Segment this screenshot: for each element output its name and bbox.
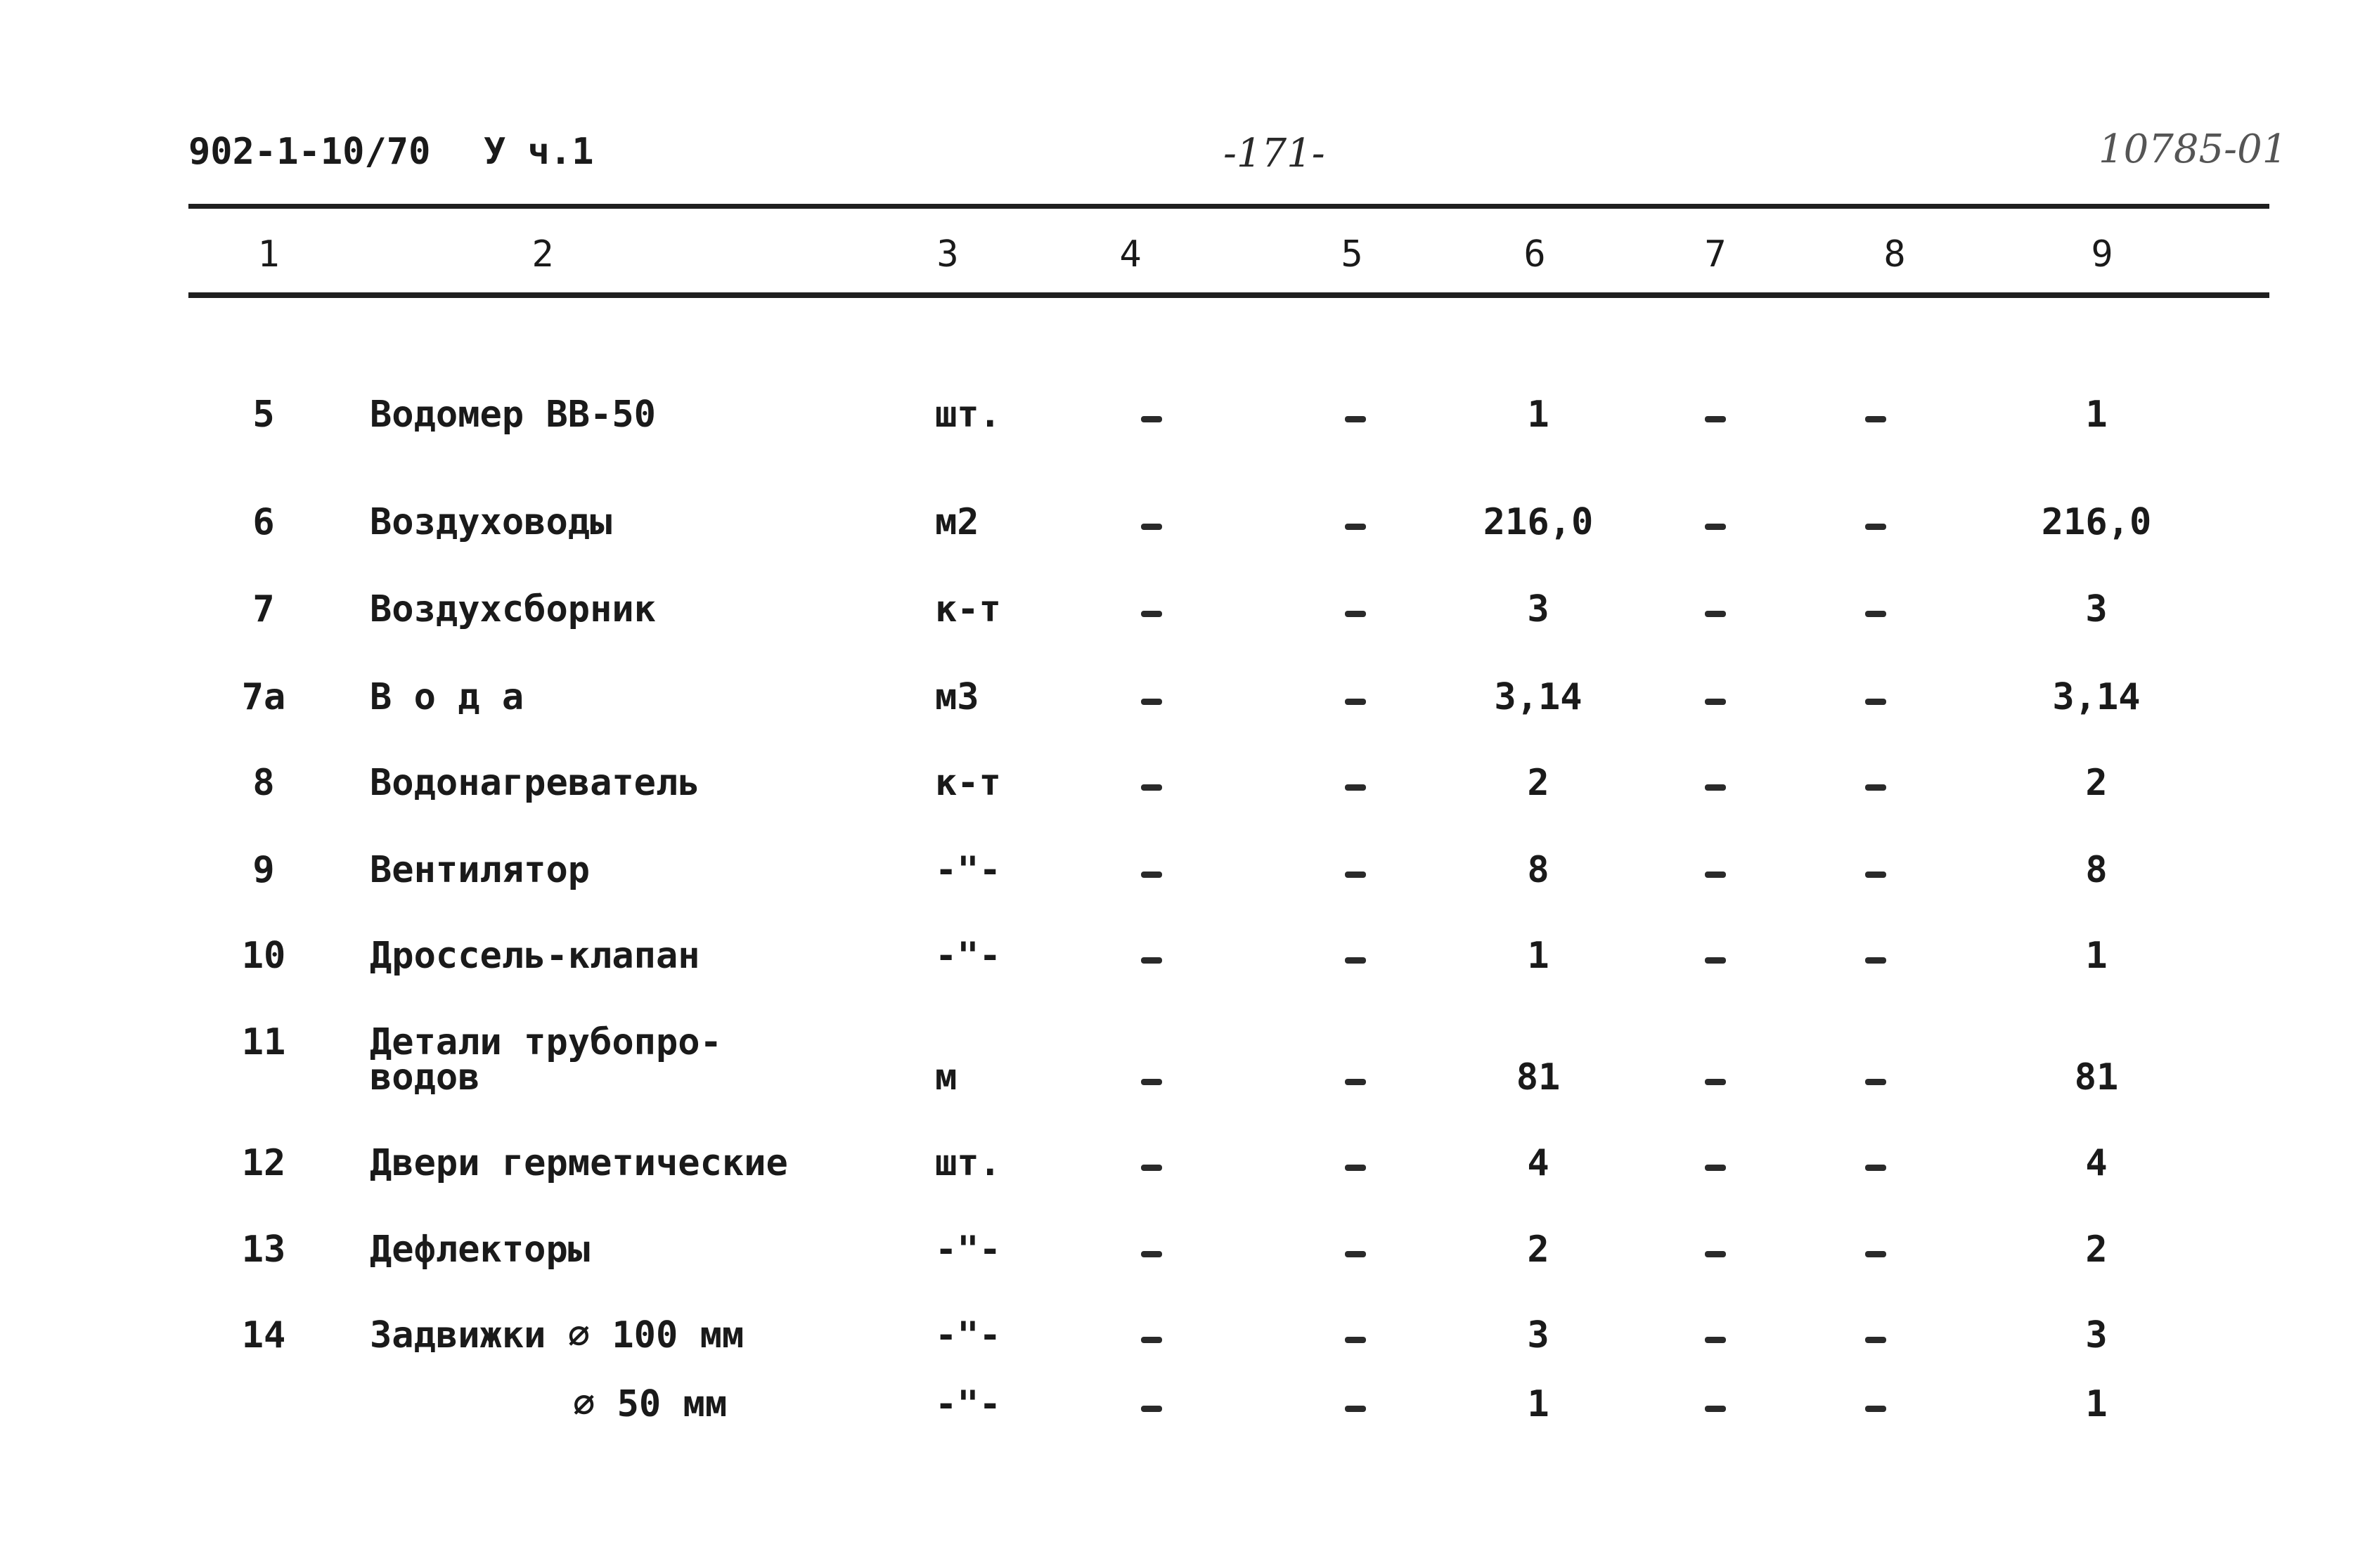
row-number: 7а: [241, 676, 286, 718]
dash-c8: [1865, 416, 1886, 422]
row-number: 9: [252, 849, 275, 891]
row-number: 14: [241, 1314, 286, 1356]
column-number-4: 4: [1119, 233, 1142, 276]
sheet-code: 10785-01: [2099, 127, 2288, 172]
value-c9: 216,0: [2041, 501, 2152, 543]
value-c6: 1: [1527, 935, 1549, 977]
unit: -"-: [935, 1383, 1001, 1425]
dash-c8: [1865, 1165, 1886, 1171]
dash-c7: [1705, 611, 1726, 617]
dash-c7: [1705, 699, 1726, 705]
dash-c5: [1345, 1337, 1366, 1343]
dash-c7: [1705, 872, 1726, 878]
unit: м: [935, 1056, 958, 1099]
dash-c5: [1345, 1079, 1366, 1085]
value-c9: 1: [2085, 394, 2108, 436]
dash-c8: [1865, 524, 1886, 530]
value-c9: 2: [2085, 762, 2108, 804]
dash-c7: [1705, 957, 1726, 964]
dash-c5: [1345, 416, 1366, 422]
dash-c8: [1865, 784, 1886, 791]
value-c9: 2: [2085, 1229, 2108, 1271]
dash-c4: [1141, 1165, 1162, 1171]
dash-c7: [1705, 1337, 1726, 1343]
column-number-6: 6: [1523, 233, 1546, 276]
dash-c5: [1345, 872, 1366, 878]
item-name: Дроссель-клапан: [370, 935, 700, 977]
dash-c4: [1141, 872, 1162, 878]
column-number-1: 1: [257, 233, 280, 276]
dash-c7: [1705, 784, 1726, 791]
unit: м2: [935, 501, 979, 543]
dash-c5: [1345, 1251, 1366, 1257]
value-c9: 3: [2085, 1314, 2108, 1356]
dash-c5: [1345, 611, 1366, 617]
dash-c7: [1705, 1079, 1726, 1085]
value-c6: 4: [1527, 1142, 1549, 1184]
value-c6: 3: [1527, 1314, 1549, 1356]
dash-c4: [1141, 1251, 1162, 1257]
dash-c4: [1141, 1079, 1162, 1085]
value-c9: 1: [2085, 1383, 2108, 1425]
dash-c7: [1705, 1251, 1726, 1257]
dash-c5: [1345, 524, 1366, 530]
unit: -"-: [935, 849, 1001, 891]
row-number: 6: [252, 501, 275, 543]
document-code: 902-1-10/70: [188, 131, 431, 173]
item-name: Двери герметические: [370, 1142, 788, 1184]
item-name: Детали трубопро-: [370, 1021, 722, 1063]
value-c9: 1: [2085, 935, 2108, 977]
value-c6: 81: [1516, 1056, 1561, 1099]
row-number: 7: [252, 588, 275, 630]
dash-c4: [1141, 416, 1162, 422]
dash-c8: [1865, 611, 1886, 617]
dash-c8: [1865, 872, 1886, 878]
unit: шт.: [935, 1142, 1001, 1184]
dash-c4: [1141, 1406, 1162, 1412]
item-name: Вентилятор: [370, 849, 591, 891]
unit: к-т: [935, 588, 1001, 630]
unit: -"-: [935, 1314, 1001, 1356]
dash-c8: [1865, 1406, 1886, 1412]
column-number-2: 2: [531, 233, 554, 276]
row-number: 11: [241, 1021, 286, 1063]
item-name: водов: [370, 1056, 480, 1099]
row-number: 12: [241, 1142, 286, 1184]
value-c6: 3,14: [1494, 676, 1583, 718]
value-c9: 3: [2085, 588, 2108, 630]
dash-c8: [1865, 1079, 1886, 1085]
value-c6: 2: [1527, 1229, 1549, 1271]
dash-c7: [1705, 524, 1726, 530]
value-c9: 3,14: [2052, 676, 2141, 718]
unit: м3: [935, 676, 979, 718]
dash-c7: [1705, 416, 1726, 422]
value-c6: 216,0: [1483, 501, 1594, 543]
page-number: -171-: [1223, 131, 1325, 176]
value-c6: 1: [1527, 1383, 1549, 1425]
column-number-7: 7: [1704, 233, 1727, 276]
column-number-9: 9: [2091, 233, 2113, 276]
item-name: В о д а: [370, 676, 524, 718]
unit: -"-: [935, 1229, 1001, 1271]
dash-c8: [1865, 699, 1886, 705]
column-number-5: 5: [1341, 233, 1363, 276]
item-name: Водонагреватель: [370, 762, 700, 804]
item-name: Водомер ВВ-50: [370, 394, 656, 436]
unit: шт.: [935, 394, 1001, 436]
row-number: 8: [252, 762, 275, 804]
column-number-8: 8: [1883, 233, 1906, 276]
header-bottom-rule: [188, 292, 2269, 298]
unit: -"-: [935, 935, 1001, 977]
value-c6: 3: [1527, 588, 1549, 630]
value-c9: 4: [2085, 1142, 2108, 1184]
dash-c5: [1345, 784, 1366, 791]
row-number: 13: [241, 1229, 286, 1271]
value-c6: 1: [1527, 394, 1549, 436]
dash-c8: [1865, 1337, 1886, 1343]
item-name: Воздухсборник: [370, 588, 656, 630]
value-c6: 2: [1527, 762, 1549, 804]
document-part: У ч.1: [484, 131, 594, 173]
dash-c4: [1141, 611, 1162, 617]
dash-c4: [1141, 699, 1162, 705]
row-number: 10: [241, 935, 286, 977]
item-name: Дефлекторы: [370, 1229, 591, 1271]
dash-c4: [1141, 524, 1162, 530]
dash-c7: [1705, 1406, 1726, 1412]
item-name: ⌀ 50 мм: [573, 1383, 728, 1425]
dash-c5: [1345, 699, 1366, 705]
dash-c4: [1141, 1337, 1162, 1343]
unit: к-т: [935, 762, 1001, 804]
row-number: 5: [252, 394, 275, 436]
item-name: Воздуховоды: [370, 501, 612, 543]
value-c9: 8: [2085, 849, 2108, 891]
value-c6: 8: [1527, 849, 1549, 891]
dash-c5: [1345, 957, 1366, 964]
dash-c8: [1865, 957, 1886, 964]
dash-c4: [1141, 784, 1162, 791]
dash-c5: [1345, 1165, 1366, 1171]
header-top-rule: [188, 204, 2269, 209]
dash-c7: [1705, 1165, 1726, 1171]
dash-c8: [1865, 1251, 1886, 1257]
dash-c5: [1345, 1406, 1366, 1412]
dash-c4: [1141, 957, 1162, 964]
item-name: Задвижки ⌀ 100 мм: [370, 1314, 745, 1356]
column-number-3: 3: [936, 233, 959, 276]
value-c9: 81: [2074, 1056, 2119, 1099]
